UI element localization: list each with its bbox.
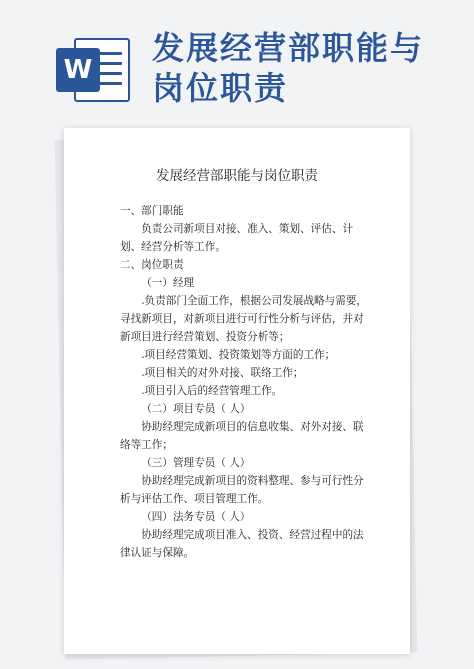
document-body bbox=[120, 202, 370, 562]
paragraph: 负责公司新项目对接、准入、策划、评估、计划、经营分析等工作。 bbox=[120, 223, 354, 253]
list-item: .项目经营策划、投资策划等方面的工作； bbox=[141, 349, 336, 361]
document-title: 发展经营部职能与岗位职责 bbox=[156, 168, 318, 184]
paragraph: 协助经理完成新项目的资料整理、参与可行性分析与评估工作、项目管理工作。 bbox=[120, 475, 364, 505]
role-heading: （三）管理专员（ 人） bbox=[141, 457, 251, 469]
list-item: .项目相关的对外对接、联络工作； bbox=[141, 367, 304, 379]
role-heading: （一）经理 bbox=[141, 277, 195, 289]
banner-title-line1: 发展经营部职能与 bbox=[152, 29, 425, 67]
paragraph: 协助经理完成新项目的信息收集、对外对接、联络等工作； bbox=[120, 421, 364, 451]
list-item: .项目引入后的经营管理工作。 bbox=[141, 385, 283, 397]
paragraph: 协助经理完成项目准入、投资、经营过程中的法律认证与保障。 bbox=[120, 529, 364, 559]
role-heading: （四）法务专员（ 人） bbox=[141, 511, 251, 523]
banner-title-line2: 岗位职责 bbox=[152, 69, 289, 107]
role-heading: （二）项目专员（ 人） bbox=[141, 403, 251, 415]
section-heading: 一、部门职能 bbox=[120, 205, 184, 217]
word-badge: W bbox=[56, 48, 100, 92]
list-item: .负责部门全面工作，根据公司发展战略与需要，寻找新项目，对新项目进行可行性分析与评估，并对新项目进行经营策划、投资分析等； bbox=[120, 295, 368, 343]
banner-title bbox=[152, 28, 452, 108]
word-document-icon bbox=[56, 38, 132, 102]
section-heading: 二、岗位职责 bbox=[120, 259, 184, 271]
document-page bbox=[64, 128, 410, 654]
banner bbox=[0, 0, 474, 120]
